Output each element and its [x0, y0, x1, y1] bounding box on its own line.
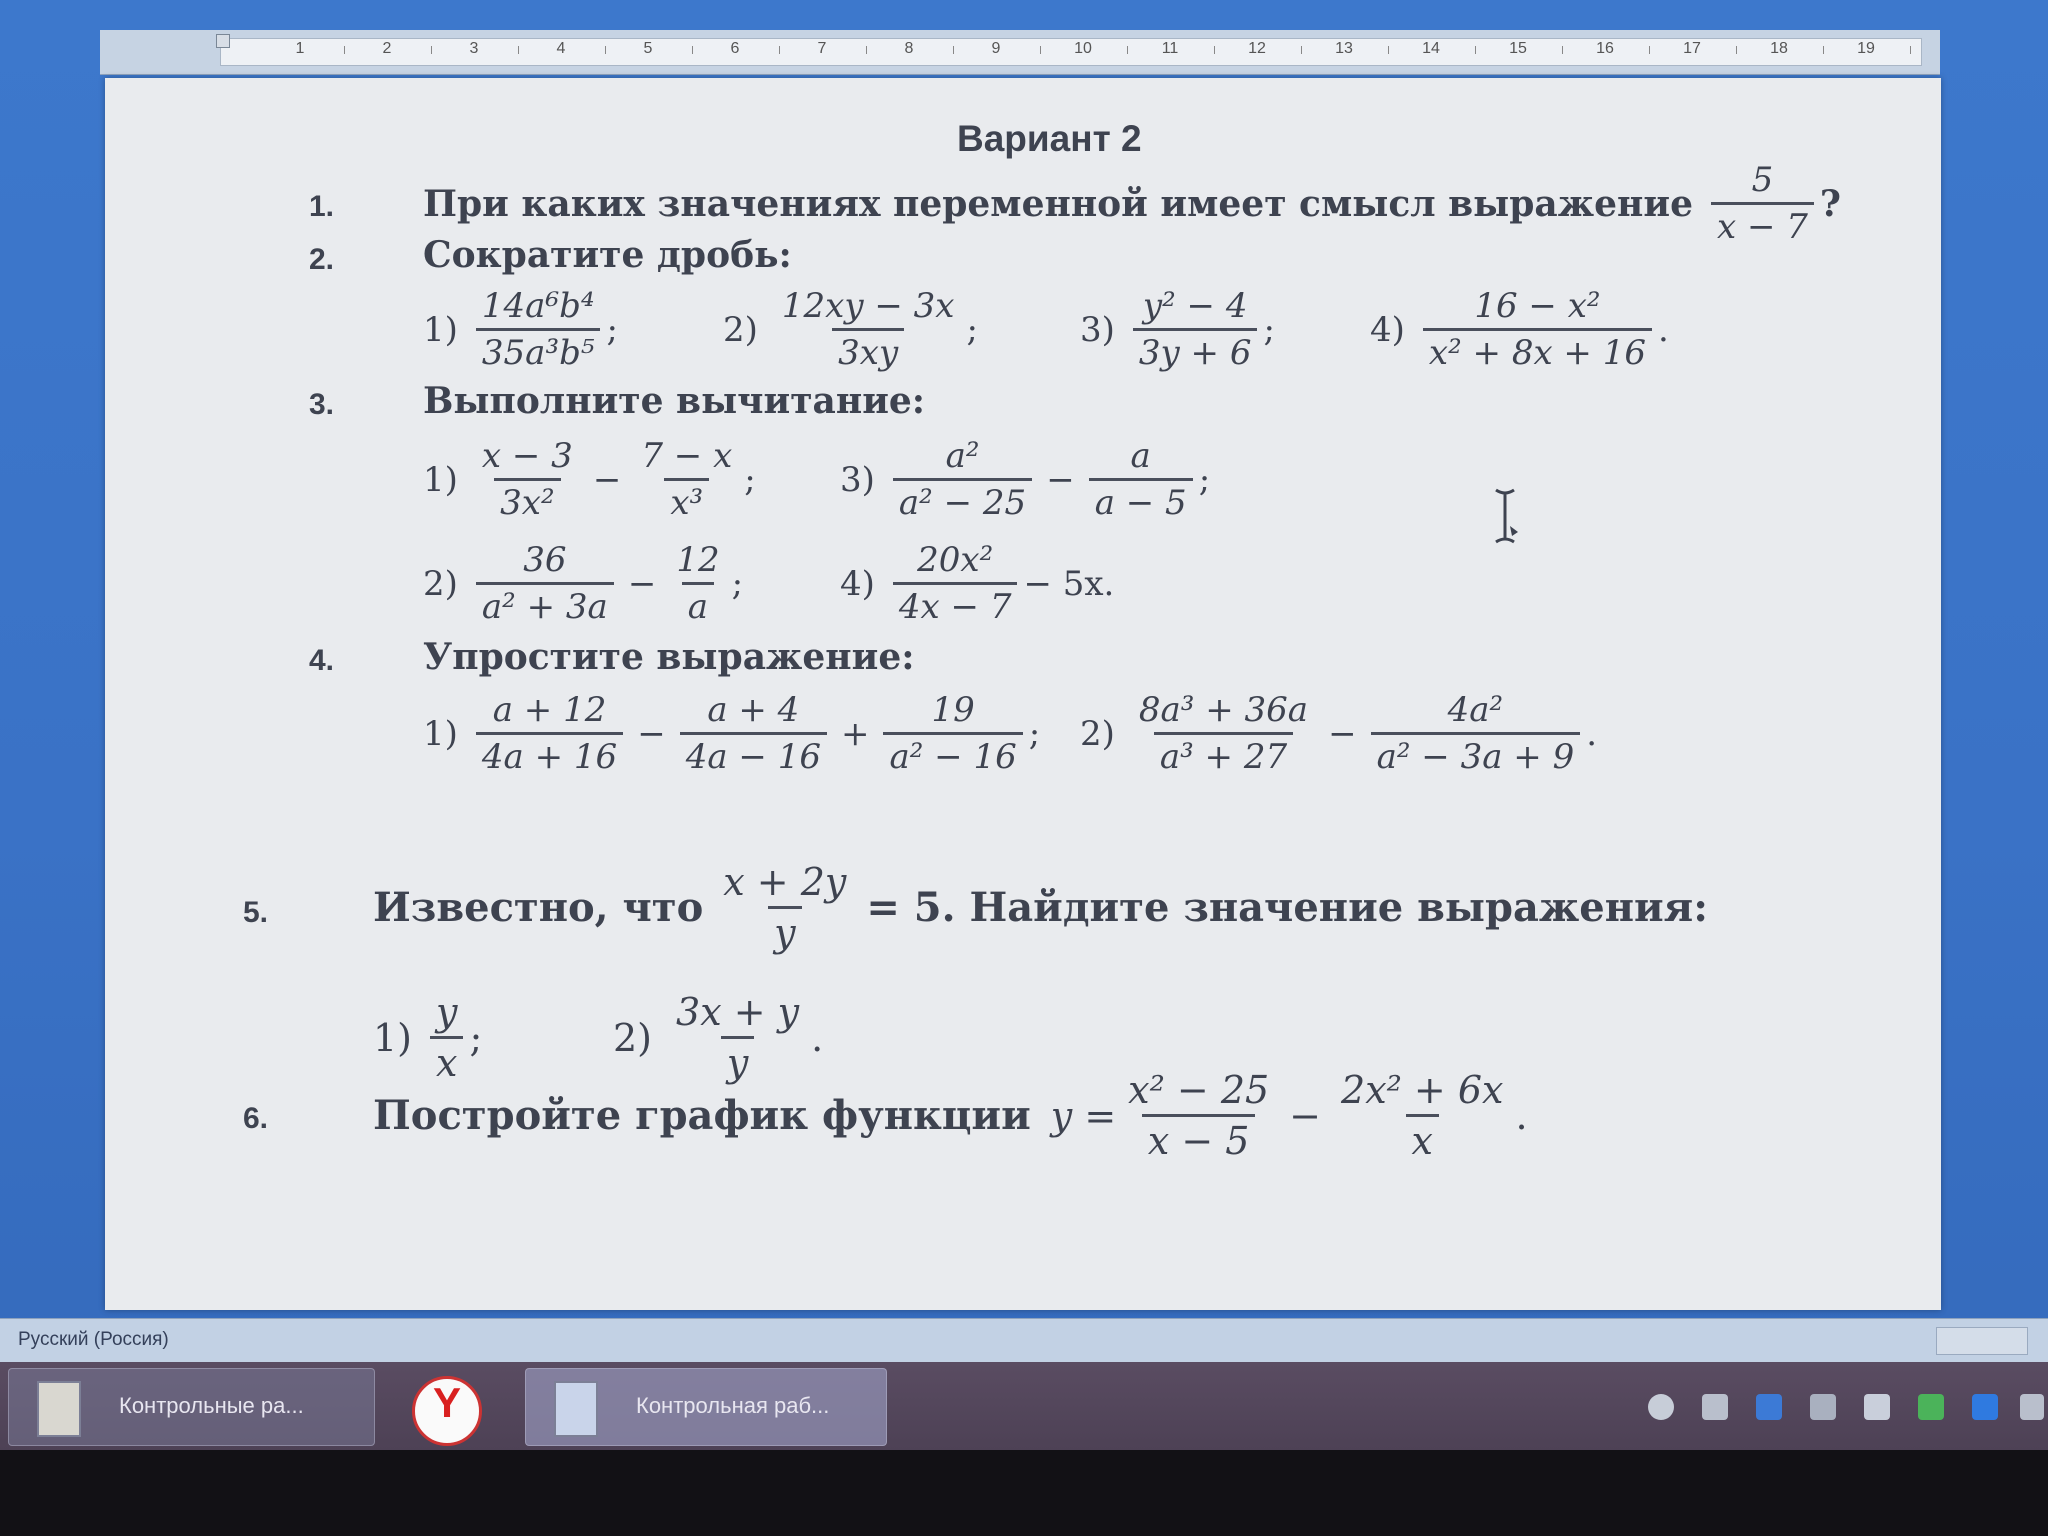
- ruler-number: 10: [1074, 40, 1092, 57]
- ruler-number: 17: [1683, 40, 1701, 57]
- numerator: 20x²: [917, 540, 994, 580]
- ruler-number: 19: [1857, 40, 1875, 57]
- fraction: [883, 690, 1022, 777]
- tray-monitor-icon[interactable]: [1972, 1394, 1998, 1420]
- ruler-tick: [1127, 46, 1128, 54]
- tray-tools-icon[interactable]: [1810, 1394, 1836, 1420]
- fraction: [476, 690, 623, 777]
- q4-item-1: [423, 690, 1040, 777]
- punctuation: ?: [1819, 182, 1841, 225]
- question-6: [373, 1068, 1528, 1163]
- ruler-number: 16: [1596, 40, 1614, 57]
- ruler-tick: [1475, 46, 1476, 54]
- question-number: 5.: [243, 896, 269, 929]
- status-bar: [0, 1318, 2048, 1363]
- item-label: 3): [1080, 309, 1115, 350]
- item-label: 4): [1370, 309, 1405, 350]
- view-buttons[interactable]: [1936, 1327, 2028, 1355]
- question-number: 6.: [243, 1102, 269, 1135]
- ruler-tick: [1649, 46, 1650, 54]
- q4-item-2: [1080, 690, 1597, 777]
- item-label: 1): [423, 713, 458, 754]
- taskbar-item-document[interactable]: [525, 1368, 887, 1446]
- expression-tail: − 5x.: [1023, 563, 1115, 604]
- text-cursor-icon: [1490, 486, 1520, 546]
- fraction: [776, 286, 961, 373]
- q2-item-2: [723, 286, 978, 373]
- question-6-text: Постройте график функции: [373, 1092, 1031, 1139]
- operator: −: [1046, 459, 1075, 500]
- tray-flag-icon[interactable]: [1702, 1394, 1728, 1420]
- tray-app-icon[interactable]: [1756, 1394, 1782, 1420]
- numerator: 4a²: [1447, 690, 1504, 730]
- denominator: 3xy: [832, 328, 904, 373]
- fraction: [1133, 286, 1258, 373]
- q3-item-1: [423, 436, 756, 523]
- q2-item-1: [423, 286, 618, 373]
- fraction: [893, 436, 1032, 523]
- fraction: [1133, 690, 1314, 777]
- numerator: 2x² + 6x: [1341, 1068, 1504, 1112]
- operator: −: [1289, 1093, 1322, 1138]
- q2-item-4: [1370, 286, 1669, 373]
- ruler-tick: [1910, 46, 1911, 54]
- fraction: [670, 540, 725, 627]
- language-indicator[interactable]: Русский (Россия): [18, 1329, 169, 1350]
- denominator: a: [682, 582, 714, 627]
- ruler-tick: [866, 46, 867, 54]
- ruler-tick: [344, 46, 345, 54]
- ruler-number: 5: [643, 40, 653, 57]
- question-1-text: При каких значениях переменной имеет смысл выражение: [423, 182, 1693, 225]
- numerator: a + 12: [492, 690, 607, 730]
- operator: −: [1328, 713, 1357, 754]
- numerator: 5: [1751, 160, 1774, 200]
- tray-green-icon[interactable]: [1918, 1394, 1944, 1420]
- fraction: [635, 436, 738, 523]
- denominator: 4x − 7: [893, 582, 1018, 627]
- punctuation: ;: [469, 1015, 483, 1060]
- numerator: x + 2y: [723, 860, 847, 904]
- denominator: a² − 25: [893, 478, 1032, 523]
- denominator: x³: [664, 478, 709, 523]
- numerator: 16 − x²: [1474, 286, 1601, 326]
- ruler-number: 11: [1161, 40, 1179, 57]
- indent-marker[interactable]: [216, 34, 230, 48]
- fraction: [1335, 1068, 1509, 1163]
- ruler-number: 9: [991, 40, 1001, 57]
- ruler-number: 12: [1248, 40, 1266, 57]
- question-number: 3.: [309, 388, 335, 421]
- numerator: a + 4: [707, 690, 800, 730]
- ruler-number: 1: [295, 40, 305, 57]
- punctuation: ;: [1263, 309, 1275, 350]
- ruler-tick: [1823, 46, 1824, 54]
- fraction: [717, 860, 852, 955]
- ruler-number: 13: [1335, 40, 1353, 57]
- denominator: x − 7: [1711, 202, 1814, 247]
- item-label: 2): [723, 309, 758, 350]
- denominator: 3y + 6: [1133, 328, 1258, 373]
- punctuation: .: [1586, 713, 1598, 754]
- denominator: 4a − 16: [680, 732, 827, 777]
- numerator: 19: [931, 690, 975, 730]
- fraction: [1122, 1068, 1275, 1163]
- document-page[interactable]: [105, 78, 1941, 1310]
- operator: −: [592, 459, 622, 500]
- numerator: 3x + y: [676, 990, 800, 1034]
- ruler-tick: [692, 46, 693, 54]
- taskbar-item-label: Контрольные ра...: [119, 1393, 304, 1418]
- ruler-tick: [431, 46, 432, 54]
- function-lhs: y =: [1050, 1093, 1117, 1138]
- denominator: 35a³b⁵: [476, 328, 601, 373]
- numerator: x − 3: [481, 436, 573, 476]
- chat-icon[interactable]: [1864, 1394, 1890, 1420]
- numerator: 12: [676, 540, 720, 580]
- page-title: Вариант 2: [957, 118, 1142, 159]
- ruler-tick: [953, 46, 954, 54]
- numerator: x² − 25: [1128, 1068, 1270, 1112]
- question-number: 2.: [309, 243, 335, 276]
- denominator: y: [768, 906, 801, 955]
- taskbar-item-folder[interactable]: [8, 1368, 375, 1446]
- q3-item-2: [423, 540, 743, 627]
- horizontal-ruler[interactable]: [100, 30, 1940, 75]
- ruler-number: 4: [556, 40, 566, 57]
- fraction: [476, 540, 614, 627]
- question-number: 1.: [309, 190, 335, 223]
- folder-icon: [37, 1381, 81, 1437]
- ruler-tick: [1040, 46, 1041, 54]
- taskbar: [0, 1362, 2048, 1450]
- denominator: a² − 16: [883, 732, 1022, 777]
- question-4-text: Упростите выражение:: [423, 636, 915, 678]
- q2-item-3: [1080, 286, 1275, 373]
- ruler-number: 14: [1422, 40, 1440, 57]
- question-number: 4.: [309, 644, 335, 677]
- punctuation: ;: [606, 309, 618, 350]
- numerator: a²: [945, 436, 980, 476]
- ruler-number: 2: [382, 40, 392, 57]
- denominator: x: [430, 1036, 463, 1085]
- ruler-number: 15: [1509, 40, 1527, 57]
- operator: −: [627, 563, 657, 604]
- ruler-tick: [1562, 46, 1563, 54]
- ruler-tick: [1214, 46, 1215, 54]
- denominator: a² − 3a + 9: [1371, 732, 1581, 777]
- numerator: 7 − x: [641, 436, 733, 476]
- word-document-icon: [554, 1381, 598, 1437]
- operator: +: [840, 713, 870, 754]
- denominator: a − 5: [1089, 478, 1193, 523]
- question-5-text: Известно, что: [373, 884, 704, 931]
- item-label: 1): [373, 1015, 413, 1060]
- ruler-tick: [605, 46, 606, 54]
- question-5-text-cont: = 5. Найдите значение выражения:: [866, 884, 1708, 931]
- monitor-bezel: [0, 1450, 2048, 1536]
- network-icon[interactable]: [1648, 1394, 1674, 1420]
- fraction: [893, 540, 1018, 627]
- punctuation: .: [1658, 309, 1669, 350]
- ruler-tick: [1736, 46, 1737, 54]
- ruler-number: 18: [1770, 40, 1788, 57]
- ruler-number: 6: [730, 40, 740, 57]
- item-label: 4): [840, 563, 875, 604]
- ruler-tick: [1301, 46, 1302, 54]
- item-label: 1): [423, 459, 458, 500]
- ruler-tick: [779, 46, 780, 54]
- numerator: 8a³ + 36a: [1138, 690, 1309, 730]
- ruler-tick: [518, 46, 519, 54]
- fraction: [680, 690, 827, 777]
- fraction: [1711, 160, 1814, 247]
- denominator: a³ + 27: [1154, 732, 1293, 777]
- ruler-number: 3: [469, 40, 479, 57]
- denominator: x − 5: [1142, 1114, 1256, 1163]
- ruler-number: 8: [904, 40, 914, 57]
- denominator: 3x²: [494, 478, 560, 523]
- question-3-text: Выполните вычитание:: [423, 380, 926, 422]
- punctuation: ;: [1028, 713, 1041, 754]
- fraction: [476, 436, 579, 523]
- fraction: [1089, 436, 1193, 523]
- punctuation: ;: [1198, 459, 1211, 500]
- punctuation: ;: [744, 459, 756, 500]
- denominator: x² + 8x + 16: [1423, 328, 1652, 373]
- question-2-text: Сократите дробь:: [423, 234, 792, 276]
- fraction: [476, 286, 601, 373]
- punctuation: .: [1515, 1093, 1528, 1138]
- numerator: y: [436, 990, 458, 1034]
- operator: −: [637, 713, 666, 754]
- ruler-number: 7: [817, 40, 827, 57]
- item-label: 2): [1080, 713, 1115, 754]
- punctuation: ;: [966, 309, 978, 350]
- item-label: 3): [840, 459, 875, 500]
- denominator: 4a + 16: [476, 732, 623, 777]
- item-label: 2): [613, 1015, 653, 1060]
- fraction: [1371, 690, 1581, 777]
- item-label: 2): [423, 563, 458, 604]
- yandex-browser-icon[interactable]: Y: [412, 1376, 482, 1446]
- numerator: 36: [523, 540, 567, 580]
- punctuation: ;: [731, 563, 744, 604]
- question-5: [373, 860, 1708, 955]
- numerator: y² − 4: [1142, 286, 1248, 326]
- denominator: y: [721, 1036, 754, 1085]
- fraction: [1423, 286, 1652, 373]
- taskbar-item-label: Контрольная раб...: [636, 1393, 830, 1418]
- item-label: 1): [423, 309, 458, 350]
- denominator: a² + 3a: [476, 582, 614, 627]
- q3-item-4: [840, 540, 1114, 627]
- numerator: 14a⁶b⁴: [481, 286, 595, 326]
- speaker-icon[interactable]: [2020, 1394, 2044, 1420]
- numerator: 12xy − 3x: [781, 286, 955, 326]
- denominator: x: [1406, 1114, 1439, 1163]
- numerator: a: [1130, 436, 1151, 476]
- ruler-tick: [1388, 46, 1389, 54]
- punctuation: .: [811, 1015, 824, 1060]
- q3-item-3: [840, 436, 1210, 523]
